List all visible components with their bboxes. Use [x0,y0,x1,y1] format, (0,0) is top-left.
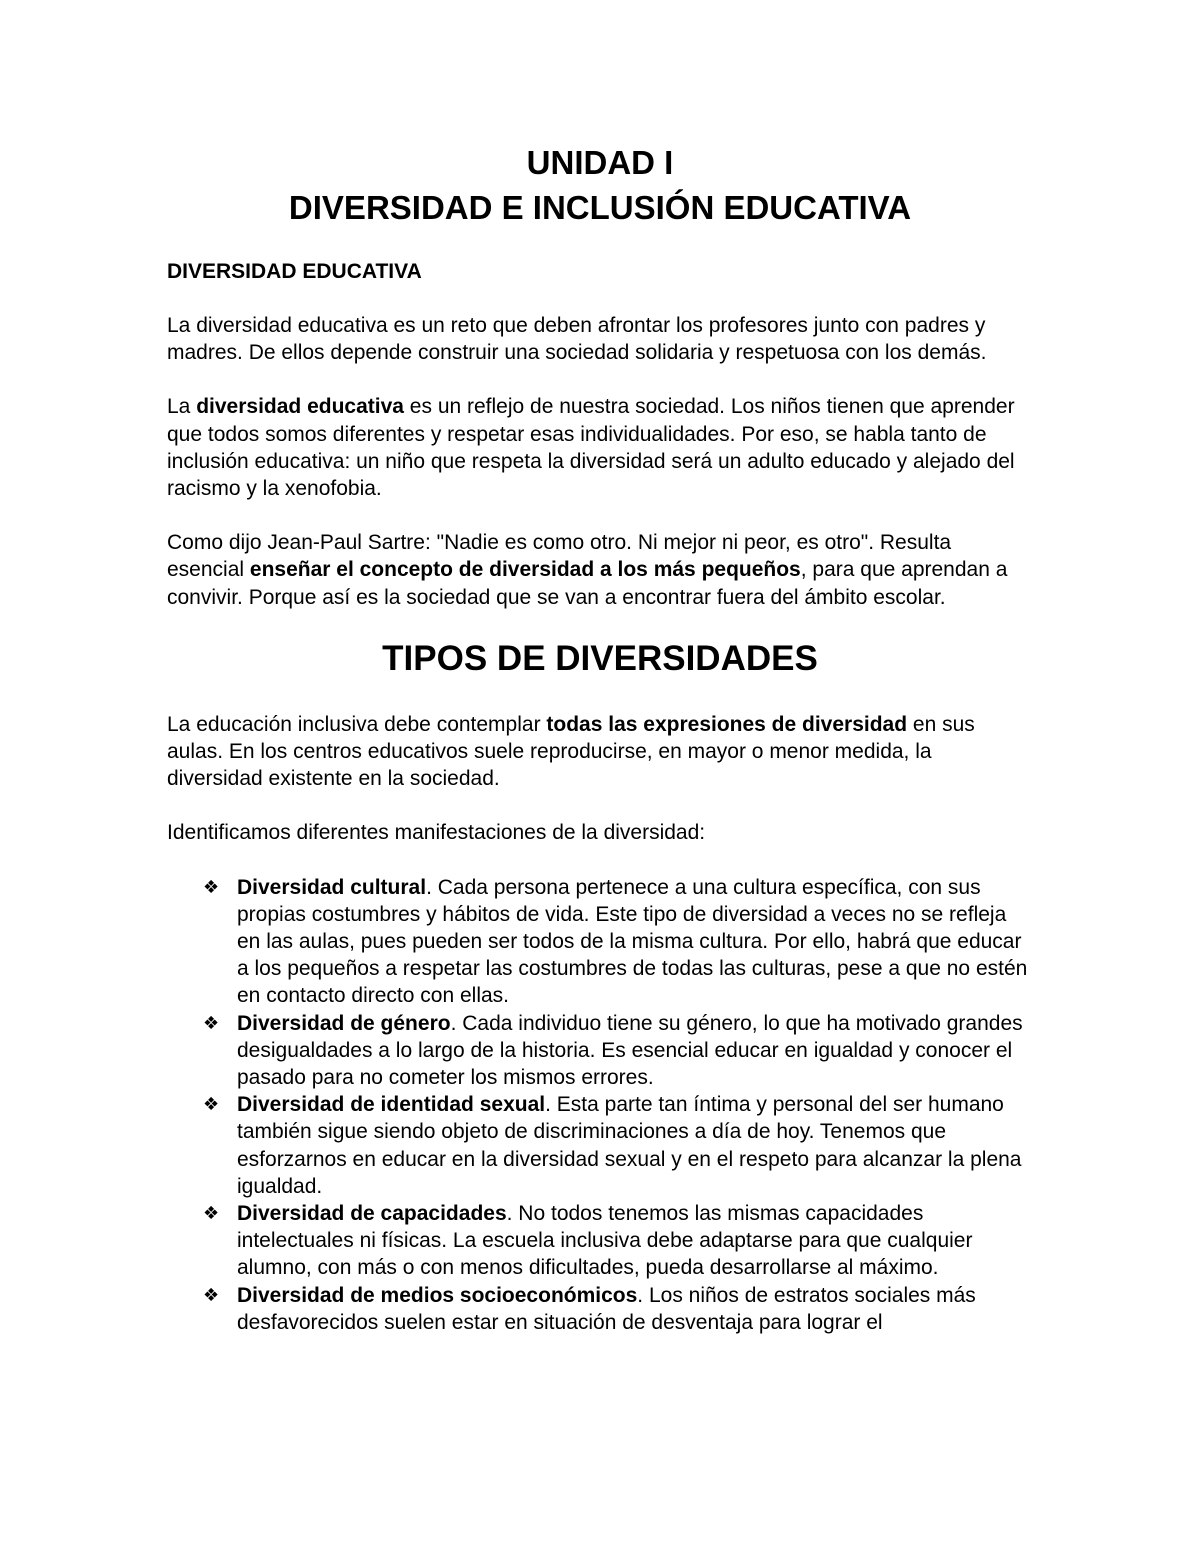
paragraph-reflejo: La diversidad educativa es un reflejo de nuestra sociedad. Los niños tienen que aprender que todos somos diferentes y respetar esas individualidades. Por eso, se habla tanto de inclusión educativa: un niño que respeta la diversidad será un adulto educado y alejado del racismo y la xenofobia. [167,395,1015,501]
bold-term: diversidad educativa [196,395,404,419]
list-item: ❖ Diversidad de capacidades. No todos tenemos las mismas capacidades intelectuales ni físicas. La escuela inclusiva debe adaptarse para que cualquier alumno, con más o con menos dificultades, pueda desarrollarse al máximo. [203,1202,973,1280]
bold-term: todas las expresiones de diversidad [546,712,908,736]
document-title: DIVERSIDAD E INCLUSIÓN EDUCATIVA [288,189,912,226]
bold-term: enseñar el concepto de diversidad a los más pequeños [249,558,801,582]
diamond-bullet-icon: ❖ [203,1284,220,1305]
list-item: ❖ Diversidad de género. Cada individuo tiene su género, lo que ha motivado grandes desigualdades a lo largo de la historia. Es esencial educar en igualdad y conocer el pasado para no cometer los mismos errores. [203,1011,1023,1090]
list-item: ❖ Diversidad cultural. Cada persona pertenece a una cultura específica, con sus propias costumbres y hábitos de vida. Este tipo de diversidad a veces no se refleja en las aulas, pues pueden ser todos de la misma cultura. Por ello, habrá que educar a los pequeños a respetar las costumbres de todas las culturas, pese a que no estén en contacto directo con ellas. [203,875,1028,1008]
paragraph-manifestaciones: Identificamos diferentes manifestaciones de la diversidad: [167,821,706,845]
paragraph-sartre: Como dijo Jean-Paul Sartre: "Nadie es como otro. Ni mejor ni peor, es otro". Resulta esencial enseñar el concepto de diversidad a los más pequeños, para que aprendan a convivir. Porque así es la sociedad que se van a encontrar fuera del ámbito escolar. [167,531,1008,609]
unit-heading [167,140,1033,230]
diamond-bullet-icon: ❖ [203,1203,220,1224]
diversity-list [167,874,1033,1336]
unit-label: UNIDAD I [526,144,674,181]
section-heading-diversidad-educativa: DIVERSIDAD EDUCATIVA [167,260,422,283]
list-item: ❖ Diversidad de medios socioeconómicos. Los niños de estratos sociales más desfavorecidos suelen estar en situación de desventaja para lograr el [203,1283,976,1334]
paragraph-inclusiva: La educación inclusiva debe contemplar todas las expresiones de diversidad en sus aulas. En los centros educativos suele reproducirse, en mayor o menor medida, la diversidad existente en la sociedad. [167,712,975,791]
section-title-tipos: TIPOS DE DIVERSIDADES [382,638,818,678]
diamond-bullet-icon: ❖ [203,876,220,897]
diamond-bullet-icon: ❖ [203,1012,220,1033]
list-item: ❖ Diversidad de identidad sexual. Esta parte tan íntima y personal del ser humano también sigue siendo objeto de discriminaciones a día de hoy. Tenemos que esforzarnos en educar en la diversidad sexual y en el respeto para alcanzar la plena igualdad. [203,1093,1022,1198]
diamond-bullet-icon: ❖ [203,1094,220,1115]
paragraph-intro: La diversidad educativa es un reto que deben afrontar los profesores junto con padres y madres. De ellos depende construir una sociedad solidaria y respetuosa con los demás. [167,314,987,365]
document-page [167,140,1033,1336]
